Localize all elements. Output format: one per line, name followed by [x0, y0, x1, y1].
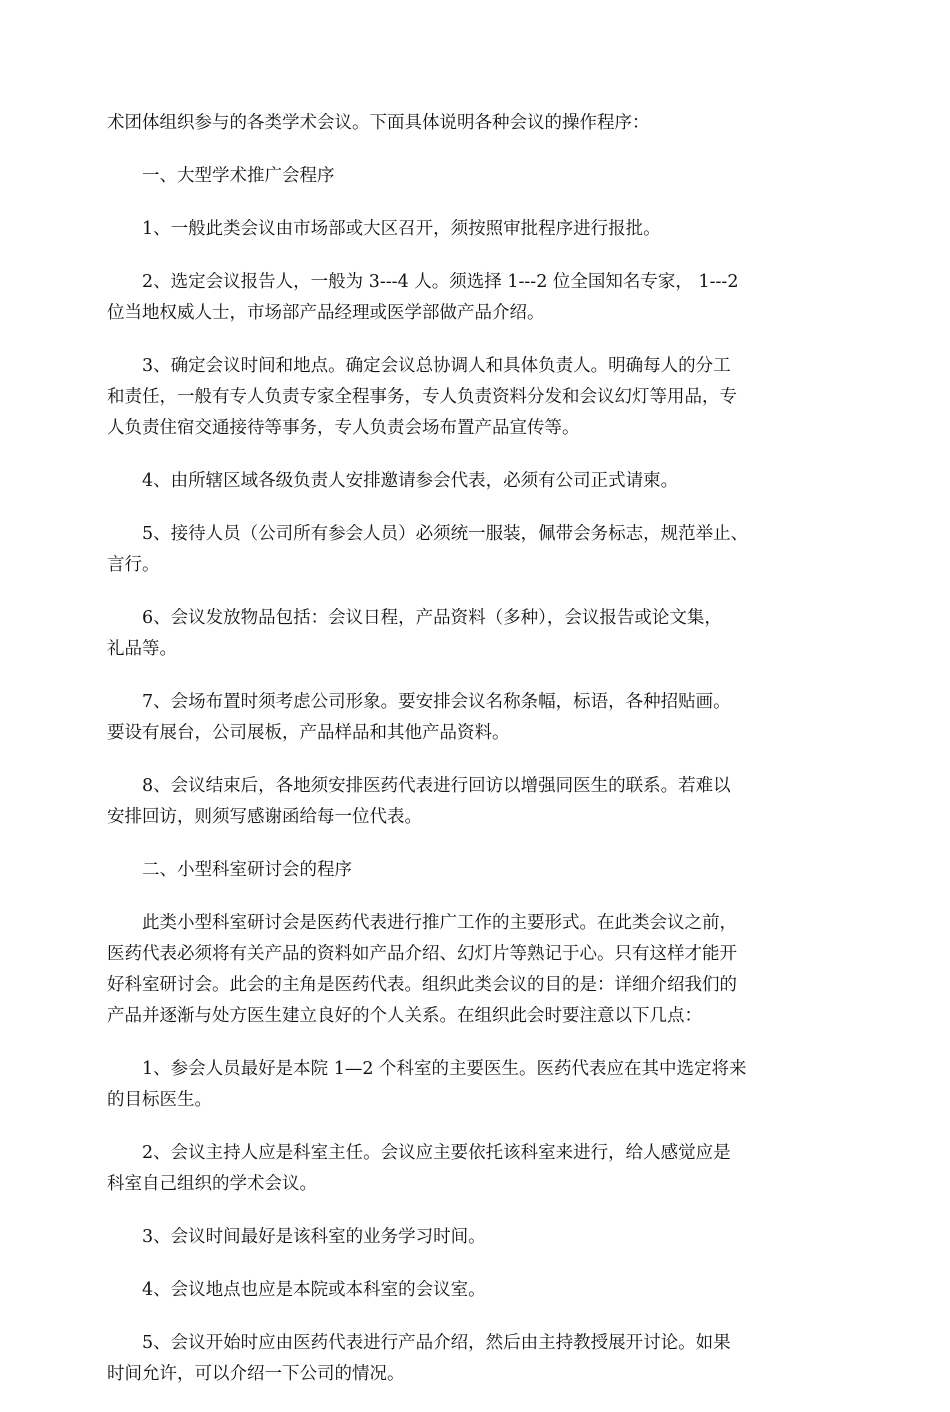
text-line: 2、会议主持人应是科室主任。会议应主要依托该科室来进行，给人感觉应是 — [142, 1143, 731, 1163]
text-line: 科室自己组织的学术会议。 — [107, 1174, 317, 1194]
text-line: 3、会议时间最好是该科室的业务学习时间。 — [142, 1227, 486, 1247]
text-line: 此类小型科室研讨会是医药代表进行推广工作的主要形式。在此类会议之前， — [142, 913, 737, 933]
text-line: 二、小型科室研讨会的程序 — [142, 860, 352, 880]
text-line: 好科室研讨会。此会的主角是医药代表。组织此类会议的目的是：详细介绍我们的 — [107, 975, 737, 995]
text-line: 一、大型学术推广会程序 — [142, 166, 335, 186]
text-line: 5、接待人员（公司所有参会人员）必须统一服装，佩带会务标志，规范举止、 — [142, 524, 749, 544]
text-line: 4、会议地点也应是本院或本科室的会议室。 — [142, 1280, 486, 1300]
text-line: 5、会议开始时应由医药代表进行产品介绍，然后由主持教授展开讨论。如果 — [142, 1333, 731, 1353]
text-line: 7、会场布置时须考虑公司形象。要安排会议名称条幅，标语，各种招贴画。 — [142, 692, 731, 712]
paragraph — [107, 214, 867, 245]
paragraph — [107, 267, 867, 329]
text-line: 1、一般此类会议由市场部或大区召开，须按照审批程序进行报批。 — [142, 219, 661, 239]
text-line: 安排回访，则须写感谢函给每一位代表。 — [107, 807, 422, 827]
paragraph — [107, 466, 867, 497]
text-line: 的目标医生。 — [107, 1090, 212, 1110]
paragraph — [107, 519, 867, 581]
text-line: 言行。 — [107, 555, 160, 575]
paragraph — [107, 1222, 867, 1253]
text-line: 位当地权威人士，市场部产品经理或医学部做产品介绍。 — [107, 303, 545, 323]
text-line: 礼品等。 — [107, 639, 177, 659]
paragraph — [107, 1138, 867, 1200]
text-line: 时间允许，可以介绍一下公司的情况。 — [107, 1364, 405, 1384]
paragraph — [107, 351, 867, 444]
text-line: 人负责住宿交通接待等事务，专人负责会场布置产品宣传等。 — [107, 418, 580, 438]
paragraph — [107, 1054, 867, 1116]
paragraph — [107, 603, 867, 665]
text-line: 产品并逐渐与处方医生建立良好的个人关系。在组织此会时要注意以下几点： — [107, 1006, 702, 1026]
paragraph — [107, 855, 867, 886]
text-line: 2、选定会议报告人，一般为 3---4 人。须选择 1---2 位全国知名专家， 1---2 — [142, 272, 739, 292]
paragraph — [107, 1328, 867, 1390]
paragraph — [107, 771, 867, 833]
paragraph — [107, 687, 867, 749]
text-line: 4、由所辖区域各级负责人安排邀请参会代表，必须有公司正式请柬。 — [142, 471, 679, 491]
paragraph — [107, 908, 867, 1032]
text-line: 术团体组织参与的各类学术会议。下面具体说明各种会议的操作程序： — [107, 113, 650, 133]
text-line: 和责任，一般有专人负责专家全程事务，专人负责资料分发和会议幻灯等用品，专 — [107, 387, 737, 407]
text-line: 6、会议发放物品包括：会议日程，产品资料（多种），会议报告或论文集， — [142, 608, 722, 628]
paragraph — [107, 108, 867, 139]
text-line: 要设有展台，公司展板，产品样品和其他产品资料。 — [107, 723, 510, 743]
text-line: 1、参会人员最好是本院 1—2 个科室的主要医生。医药代表应在其中选定将来 — [142, 1059, 747, 1079]
text-line: 3、确定会议时间和地点。确定会议总协调人和具体负责人。明确每人的分工 — [142, 356, 731, 376]
paragraph — [107, 1275, 867, 1306]
document-body — [107, 108, 867, 1412]
text-line: 医药代表必须将有关产品的资料如产品介绍、幻灯片等熟记于心。只有这样才能开 — [107, 944, 737, 964]
text-line: 8、会议结束后，各地须安排医药代表进行回访以增强同医生的联系。若难以 — [142, 776, 731, 796]
paragraph — [107, 161, 867, 192]
